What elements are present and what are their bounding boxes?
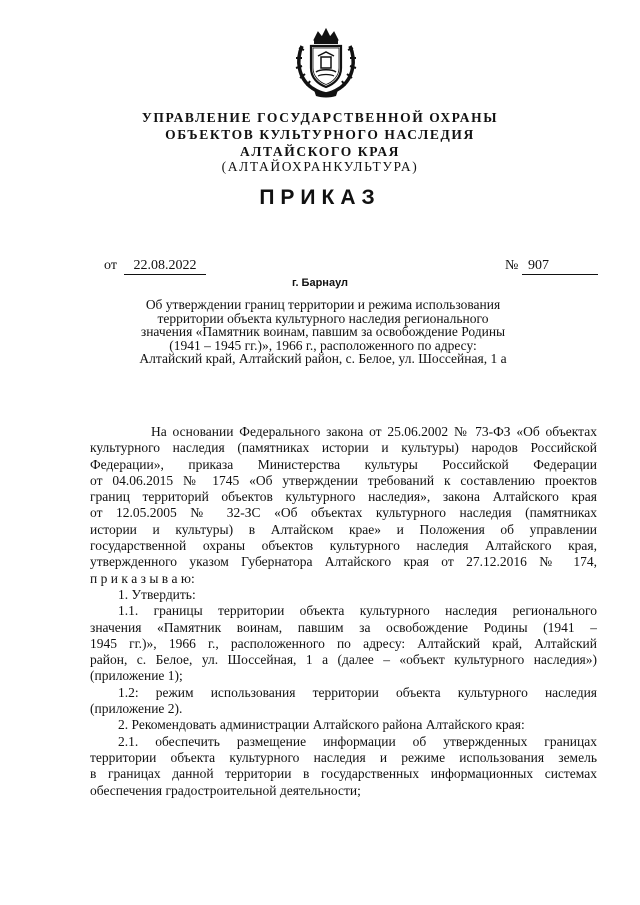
date-label: от: [104, 258, 117, 273]
body-line: 1.1. границы территории объекта культурного наследия регионального: [118, 603, 597, 619]
body-line: район, с. Белое, ул. Шоссейная, 1 а (далее – «объект культурного наследия»): [90, 652, 597, 668]
body-line: от 12.05.2005 № 32-ЗС «Об объектах культурного наследия (памятниках: [90, 505, 597, 521]
org-short-name: (АЛТАЙОХРАНКУЛЬТУРА): [221, 159, 419, 174]
body-line: На основании Федерального закона от 25.06.2002 № 73-ФЗ «Об объектах: [151, 424, 597, 439]
subject-line: территории объекта культурного наследия регионального: [157, 310, 489, 326]
body-line: культурного наследия (памятниках истории и культуры) народов Российской: [90, 440, 597, 456]
body-line: истории и культуры) в Алтайском крае» и Положения об управлении: [90, 521, 597, 537]
body-line: утвержденного указом Губернатора Алтайского края от 27.12.2016 № 174,: [90, 554, 597, 570]
document-subject: [120, 298, 526, 366]
city: г. Барнаул: [291, 277, 349, 289]
body-line: п р и к а з ы в а ю:: [90, 570, 195, 586]
body-line: территории объекта культурного наследия и режиме использования земель: [90, 749, 597, 765]
org-name-line-2: ОБЪЕКТОВ КУЛЬТУРНОГО НАСЛЕДИЯ: [165, 127, 475, 142]
body-line: 1. Утвердить:: [118, 586, 196, 602]
document-date: 22.08.2022: [124, 258, 206, 275]
body-line: границ территорий объектов культурного наследия», закона Алтайского края: [90, 489, 597, 505]
body-line: (приложение 2).: [90, 701, 183, 717]
org-name-line-3: АЛТАЙСКОГО КРАЯ: [239, 144, 401, 159]
body-line: государственной охраны объектов культурного наследия Алтайского края,: [90, 538, 597, 554]
subject-line: Алтайский край, Алтайский район, с. Белое, ул. Шоссейная, 1 а: [139, 351, 507, 366]
body-line: 2. Рекомендовать администрации Алтайского района Алтайского края:: [118, 717, 525, 733]
body-line: (приложение 1);: [90, 668, 183, 684]
org-name-line-1: УПРАВЛЕНИЕ ГОСУДАРСТВЕННОЙ ОХРАНЫ: [141, 110, 499, 125]
body-line: Федерации», приказа Министерства культуры Российской Федерации: [90, 456, 597, 472]
subject-line: Об утверждении границ территории и режима использования: [145, 297, 501, 312]
body-line: обеспечения градостроительной деятельности;: [90, 782, 361, 798]
body-line: 2.1. обеспечить размещение информации об утвержденных границах: [118, 733, 597, 749]
number-label: №: [505, 258, 519, 273]
document-number: 907: [522, 258, 598, 275]
body-line: от 04.06.2015 № 1745 «Об утверждении требований к составлению проектов: [90, 472, 597, 488]
body-line: 1.2: режим использования территории объекта культурного наследия: [118, 684, 597, 700]
subject-line: (1941 – 1945 гг.)», 1966 г., расположенного по адресу:: [169, 337, 477, 353]
body-line: в границах данной территории в государственных информационных системах: [90, 766, 597, 782]
subject-line: значения «Памятник воинам, павшим за освобождение Родины: [140, 324, 506, 339]
altai-krai-emblem-icon: [292, 26, 360, 98]
document-type-title: ПРИКАЗ: [259, 186, 381, 209]
body-line: 1945 гг.)», 1966 г., расположенного по адресу: Алтайский край, Алтайский: [90, 635, 597, 651]
document-body: [90, 424, 597, 799]
body-line: значения «Памятник воинам, павшим за освобождение Родины (1941 –: [90, 619, 597, 635]
